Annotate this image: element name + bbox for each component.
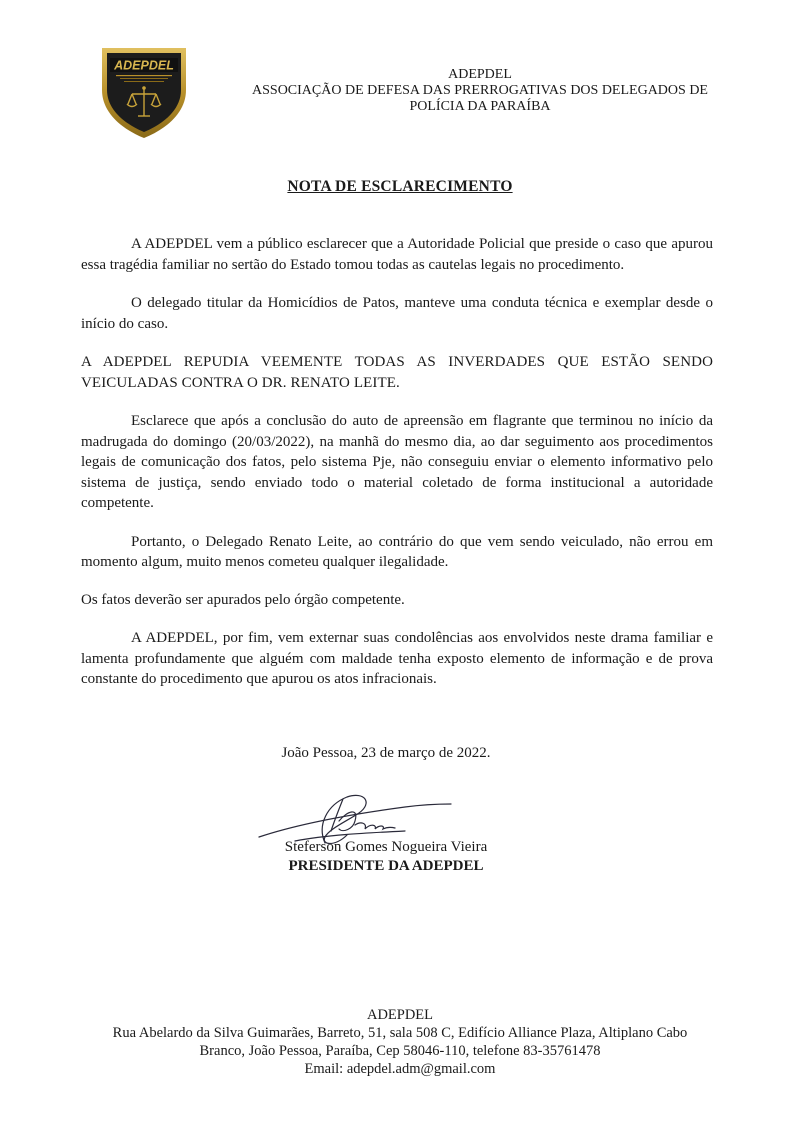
letterhead-line-1: ADEPDEL bbox=[448, 67, 512, 82]
footer-line-2: Rua Abelardo da Silva Guimarães, Barreto, 51, sala 508 C, Edifício Alliance Plaza, Altiplano Cabo bbox=[112, 1025, 688, 1041]
paragraph-7: A ADEPDEL, por fim, vem externar suas condolências aos envolvidos neste drama familiar e lamenta profundamente que alguém com maldade tenha exposto elemento de informação e de prova constante do procedimento que apurou os atos infracionais. bbox=[81, 630, 713, 687]
footer-email: Email: adepdel.adm@gmail.com bbox=[304, 1061, 496, 1077]
footer-line-3: Branco, João Pessoa, Paraíba, Cep 58046-110, telefone 83-35761478 bbox=[199, 1043, 601, 1059]
svg-text:ADEPDEL: ADEPDEL bbox=[114, 58, 174, 73]
date-line: João Pessoa, 23 de março de 2022. bbox=[281, 745, 491, 761]
letterhead-line-2: ASSOCIAÇÃO DE DEFESA DAS PRERROGATIVAS DOS DELEGADOS DE bbox=[252, 83, 708, 98]
document-title: NOTA DE ESCLARECIMENTO bbox=[287, 178, 513, 195]
paragraph-3: A ADEPDEL REPUDIA VEEMENTE TODAS AS INVERDADES QUE ESTÃO SENDO VEICULADAS CONTRA O DR. RENATO LEITE. bbox=[81, 354, 713, 391]
paragraph-1: A ADEPDEL vem a público esclarecer que a Autoridade Policial que preside o caso que apurou essa tragédia familiar no sertão do Estado tomou todas as cautelas legais no procedimento. bbox=[81, 236, 713, 273]
adepdel-logo bbox=[98, 44, 190, 140]
signer-title: PRESIDENTE DA ADEPDEL bbox=[288, 858, 484, 874]
paragraph-6: Os fatos deverão ser apurados pelo órgão competente. bbox=[81, 591, 405, 608]
signer-block bbox=[220, 838, 552, 876]
letterhead bbox=[220, 67, 740, 115]
paragraph-5: Portanto, o Delegado Renato Leite, ao contrário do que vem sendo veiculado, não errou em momento algum, muito menos cometeu qualquer ilegalidade. bbox=[81, 533, 713, 570]
letterhead-line-3: POLÍCIA DA PARAÍBA bbox=[409, 99, 551, 114]
footer-line-1: ADEPDEL bbox=[366, 1007, 434, 1023]
paragraph-4: Esclarece que após a conclusão do auto de apreensão em flagrante que terminou no início da madrugada do domingo (20/03/2022), na manhã do mesmo dia, ao dar seguimento aos procedimentos legais de comunicação dos fatos, pelo sistema Pje, não conseguiu enviar o elemento informativo pelo sistema de justiça, sendo enviado todo o material coletado de forma institucional a autoridade competente. bbox=[81, 413, 713, 511]
document-body bbox=[81, 234, 713, 690]
footer bbox=[0, 1006, 800, 1078]
paragraph-2: O delegado titular da Homicídios de Patos, manteve uma conduta técnica e exemplar desde o início do caso. bbox=[81, 295, 713, 332]
signer-name: Steferson Gomes Nogueira Vieira bbox=[284, 839, 488, 855]
